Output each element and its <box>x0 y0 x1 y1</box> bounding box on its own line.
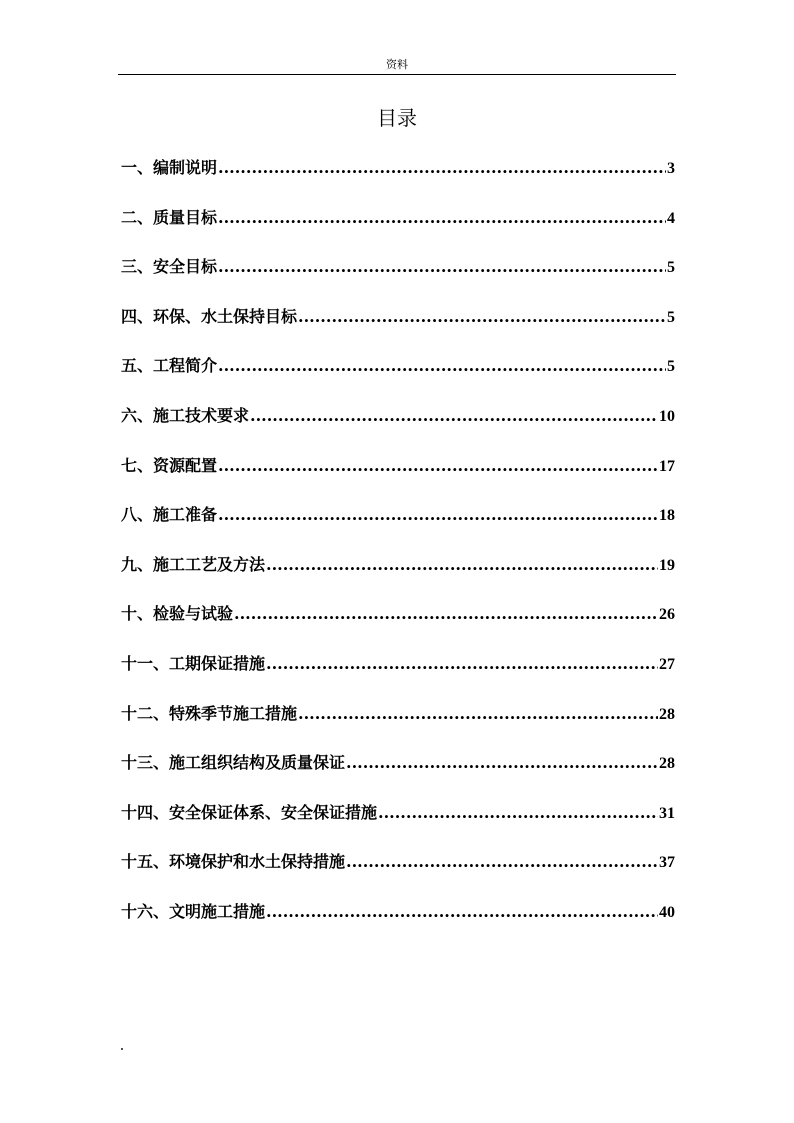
toc-entry[interactable] <box>121 403 675 453</box>
toc-entry-label: 十、检验与试验 <box>121 604 234 624</box>
dot-leader <box>218 353 666 379</box>
toc-entry[interactable] <box>121 849 675 899</box>
toc-entry-label: 八、施工准备 <box>121 505 218 525</box>
toc-entry[interactable] <box>121 800 675 850</box>
toc-entry-page: 28 <box>659 755 675 773</box>
toc-entry-page: 5 <box>667 358 675 376</box>
header-text: 资料 <box>386 58 408 71</box>
toc-entry[interactable] <box>121 254 675 304</box>
dot-leader <box>266 899 658 925</box>
toc-entry-page: 28 <box>659 705 675 723</box>
dot-leader <box>234 601 658 627</box>
dot-leader <box>266 651 658 677</box>
toc-entry[interactable] <box>121 552 675 602</box>
toc-entry[interactable] <box>121 155 675 205</box>
toc-entry-label: 六、施工技术要求 <box>121 405 250 425</box>
toc-entry-label: 十六、文明施工措施 <box>121 901 266 921</box>
toc-entry-label: 十一、工期保证措施 <box>121 653 266 673</box>
toc-entry[interactable] <box>121 453 675 503</box>
toc-entry-page: 4 <box>667 209 675 227</box>
page-header <box>118 56 676 75</box>
toc-entry-label: 十五、环境保护和水土保持措施 <box>121 852 346 872</box>
toc-entry-label: 十二、特殊季节施工措施 <box>121 703 298 723</box>
toc-entry-page: 40 <box>659 903 675 921</box>
toc-entry-page: 3 <box>667 160 675 177</box>
toc-entry[interactable] <box>121 701 675 751</box>
toc-entry-label: 十四、安全保证体系、安全保证措施 <box>121 802 378 822</box>
toc-entry[interactable] <box>121 502 675 552</box>
toc-entry-label: 五、工程简介 <box>121 356 218 376</box>
toc-entry[interactable] <box>121 601 675 651</box>
footer-mark <box>121 1048 123 1050</box>
dot-leader <box>378 800 658 826</box>
toc-entry-label: 十三、施工组织结构及质量保证 <box>121 753 346 773</box>
dot-leader <box>266 552 658 578</box>
toc-entry-page: 5 <box>667 308 675 326</box>
dot-leader <box>298 701 658 727</box>
toc-entry-page: 10 <box>659 407 675 425</box>
toc-entry-label: 一、编制说明 <box>121 158 218 177</box>
toc-entry-page: 5 <box>667 259 675 277</box>
toc-entry[interactable] <box>121 750 675 800</box>
toc-entry-page: 37 <box>659 854 675 872</box>
dot-leader <box>218 254 666 280</box>
toc-entry-label: 四、环保、水土保持目标 <box>121 306 298 326</box>
dot-leader <box>250 403 658 429</box>
dot-leader <box>218 502 658 528</box>
toc-entry-page: 17 <box>659 457 675 475</box>
toc-entry-label: 二、质量目标 <box>121 207 218 227</box>
toc-title: 目录 <box>377 106 417 130</box>
dot-leader <box>218 453 658 479</box>
toc-entry-label: 七、资源配置 <box>121 455 218 475</box>
toc-entry[interactable] <box>121 304 675 354</box>
dot-leader <box>346 750 658 776</box>
toc-entry[interactable] <box>121 899 675 949</box>
dot-leader <box>298 304 666 330</box>
table-of-contents <box>121 155 675 949</box>
toc-entry-page: 26 <box>659 606 675 624</box>
dot-leader <box>346 849 658 875</box>
toc-entry-page: 27 <box>659 655 675 673</box>
toc-entry[interactable] <box>121 205 675 255</box>
toc-entry-label: 九、施工工艺及方法 <box>121 554 266 574</box>
dot-leader <box>218 155 666 181</box>
toc-entry-page: 31 <box>659 804 675 822</box>
toc-entry-label: 三、安全目标 <box>121 257 218 277</box>
toc-entry[interactable] <box>121 353 675 403</box>
toc-entry-page: 19 <box>659 556 675 574</box>
toc-entry-page: 18 <box>659 507 675 525</box>
toc-entry[interactable] <box>121 651 675 701</box>
dot-leader <box>218 205 666 231</box>
